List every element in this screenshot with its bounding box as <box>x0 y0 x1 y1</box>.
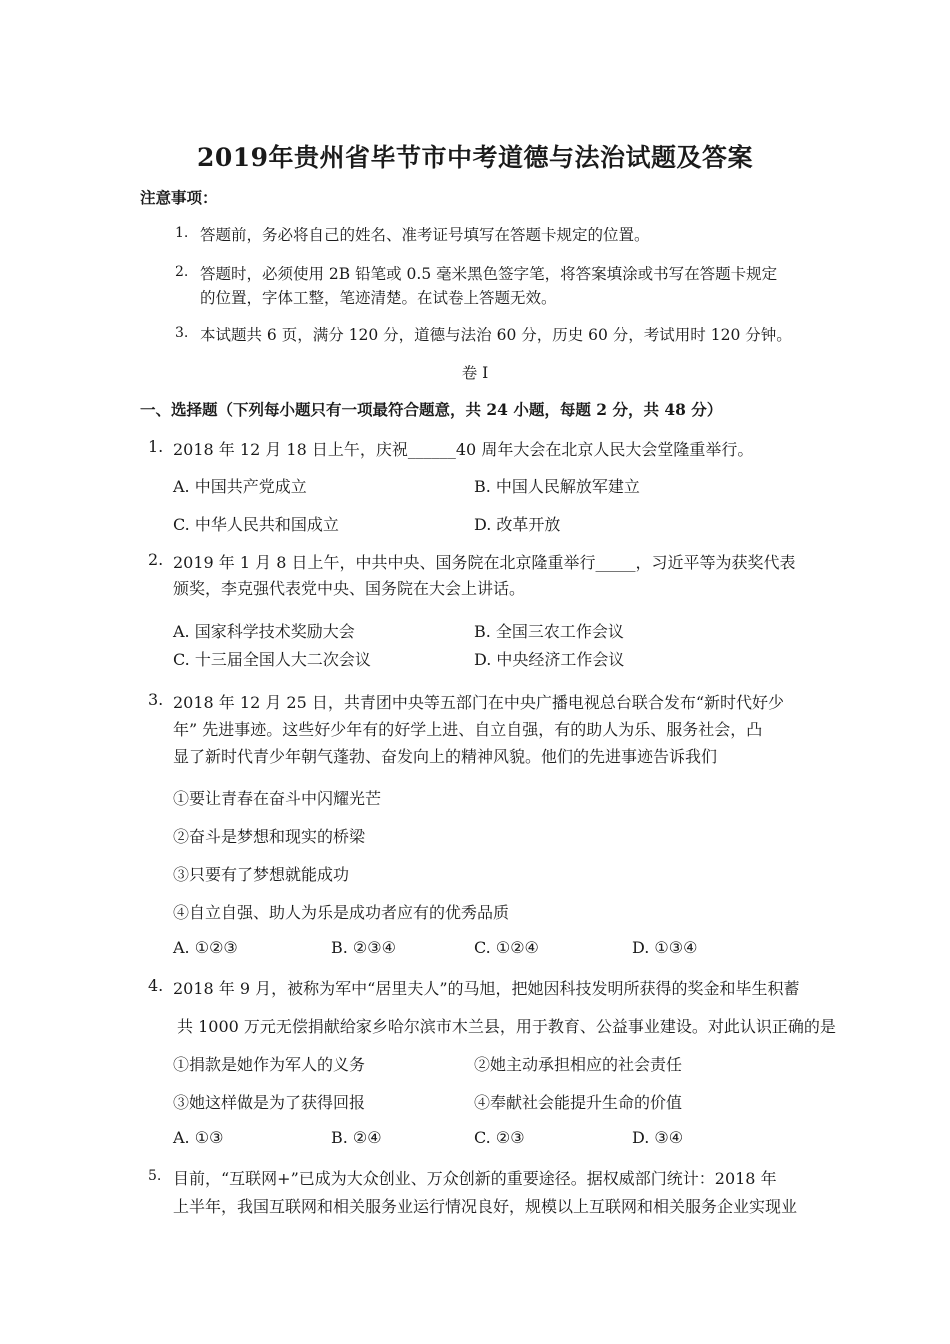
option-a: A. 中国共产党成立 <box>173 477 307 496</box>
notice-item-number: 2. <box>175 264 189 280</box>
section-heading: 一、选择题（下列每小题只有一项最符合题意，共 24 小题，每题 2 分，共 48 分） <box>140 400 723 419</box>
notice-item-text: 的位置，字体工整，笔迹清楚。在试卷上答题无效。 <box>200 289 557 307</box>
option-c: C. 中华人民共和国成立 <box>173 515 339 534</box>
question-text: 上半年，我国互联网和相关服务业运行情况良好，规模以上互联网和相关服务企业实现业 <box>173 1197 798 1216</box>
statement: ③只要有了梦想就能成功 <box>173 865 350 884</box>
option-d: D. 中央经济工作会议 <box>474 650 625 669</box>
notice-item-number: 1. <box>175 225 189 241</box>
option-c: C. ①②④ <box>474 938 539 957</box>
notice-item-number: 3. <box>175 325 189 341</box>
notice-item-text: 本试题共 6 页，满分 120 分，道德与法治 60 分，历史 60 分，考试用时 120 分钟。 <box>200 326 792 344</box>
statement: ④自立自强、助人为乐是成功者应有的优秀品质 <box>173 903 510 922</box>
question-text: 2018 年 12 月 25 日，共青团中央等五部门在中央广播电视总台联合发布“新时代好少 <box>173 693 785 712</box>
option-d: D. ①③④ <box>632 938 698 957</box>
statement: ①捐款是她作为军人的义务 <box>173 1055 366 1074</box>
notice-heading: 注意事项： <box>140 188 218 207</box>
option-c: C. 十三届全国人大二次会议 <box>173 650 371 669</box>
notice-item-text: 答题前，务必将自己的姓名、准考证号填写在答题卡规定的位置。 <box>200 226 650 244</box>
question-text: 年” 先进事迹。这些好少年有的好学上进、自立自强，有的助人为乐、服务社会，凸 <box>173 720 763 739</box>
option-a: A. 国家科学技术奖励大会 <box>173 622 355 641</box>
statement: ②她主动承担相应的社会责任 <box>474 1055 683 1074</box>
statement: ③她这样做是为了获得回报 <box>173 1093 366 1112</box>
option-b: B. ②③④ <box>331 938 396 957</box>
option-c: C. ②③ <box>474 1128 525 1147</box>
option-b: B. ②④ <box>331 1128 382 1147</box>
question-number: 1. <box>148 437 164 456</box>
question-text: 共 1000 万元无偿捐献给家乡哈尔滨市木兰县，用于教育、公益事业建设。对此认识正确的是 <box>177 1017 836 1036</box>
option-a: A. ①③ <box>173 1128 224 1147</box>
question-text: 目前，“互联网+”已成为大众创业、万众创新的重要途径。据权威部门统计：2018 年 <box>173 1169 777 1188</box>
page-title: 2019年贵州省毕节市中考道德与法治试题及答案 <box>196 143 754 172</box>
question-text: 2019 年 1 月 8 日上午，中共中央、国务院在北京隆重举行_____，习近平等为获奖代表 <box>173 553 796 572</box>
notice-item-text: 答题时，必须使用 2B 铅笔或 0.5 毫米黑色签字笔，将答案填涂或书写在答题卡规定 <box>200 265 778 283</box>
statement: ①要让青春在奋斗中闪耀光芒 <box>173 789 382 808</box>
option-b: B. 全国三农工作会议 <box>474 622 624 641</box>
statement: ④奉献社会能提升生命的价值 <box>474 1093 683 1112</box>
question-number: 3. <box>148 690 164 709</box>
question-text: 颁奖，李克强代表党中央、国务院在大会上讲话。 <box>173 579 526 598</box>
question-text: 2018 年 9 月，被称为军中“居里夫人”的马旭，把她因科技发明所获得的奖金和毕生积蓄 <box>173 979 800 998</box>
question-text: 2018 年 12 月 18 日上午，庆祝______40 周年大会在北京人民大会堂隆重举行。 <box>173 440 754 459</box>
statement: ②奋斗是梦想和现实的桥梁 <box>173 827 366 846</box>
option-d: D. 改革开放 <box>474 515 561 534</box>
volume-label: 卷 I <box>461 364 489 382</box>
question-number: 2. <box>148 550 164 569</box>
option-d: D. ③④ <box>632 1128 684 1147</box>
question-number: 5. <box>148 1168 162 1184</box>
question-number: 4. <box>148 976 164 995</box>
option-a: A. ①②③ <box>173 938 238 957</box>
question-text: 显了新时代青少年朝气蓬勃、奋发向上的精神风貌。他们的先进事迹告诉我们 <box>173 747 718 766</box>
option-b: B. 中国人民解放军建立 <box>474 477 640 496</box>
